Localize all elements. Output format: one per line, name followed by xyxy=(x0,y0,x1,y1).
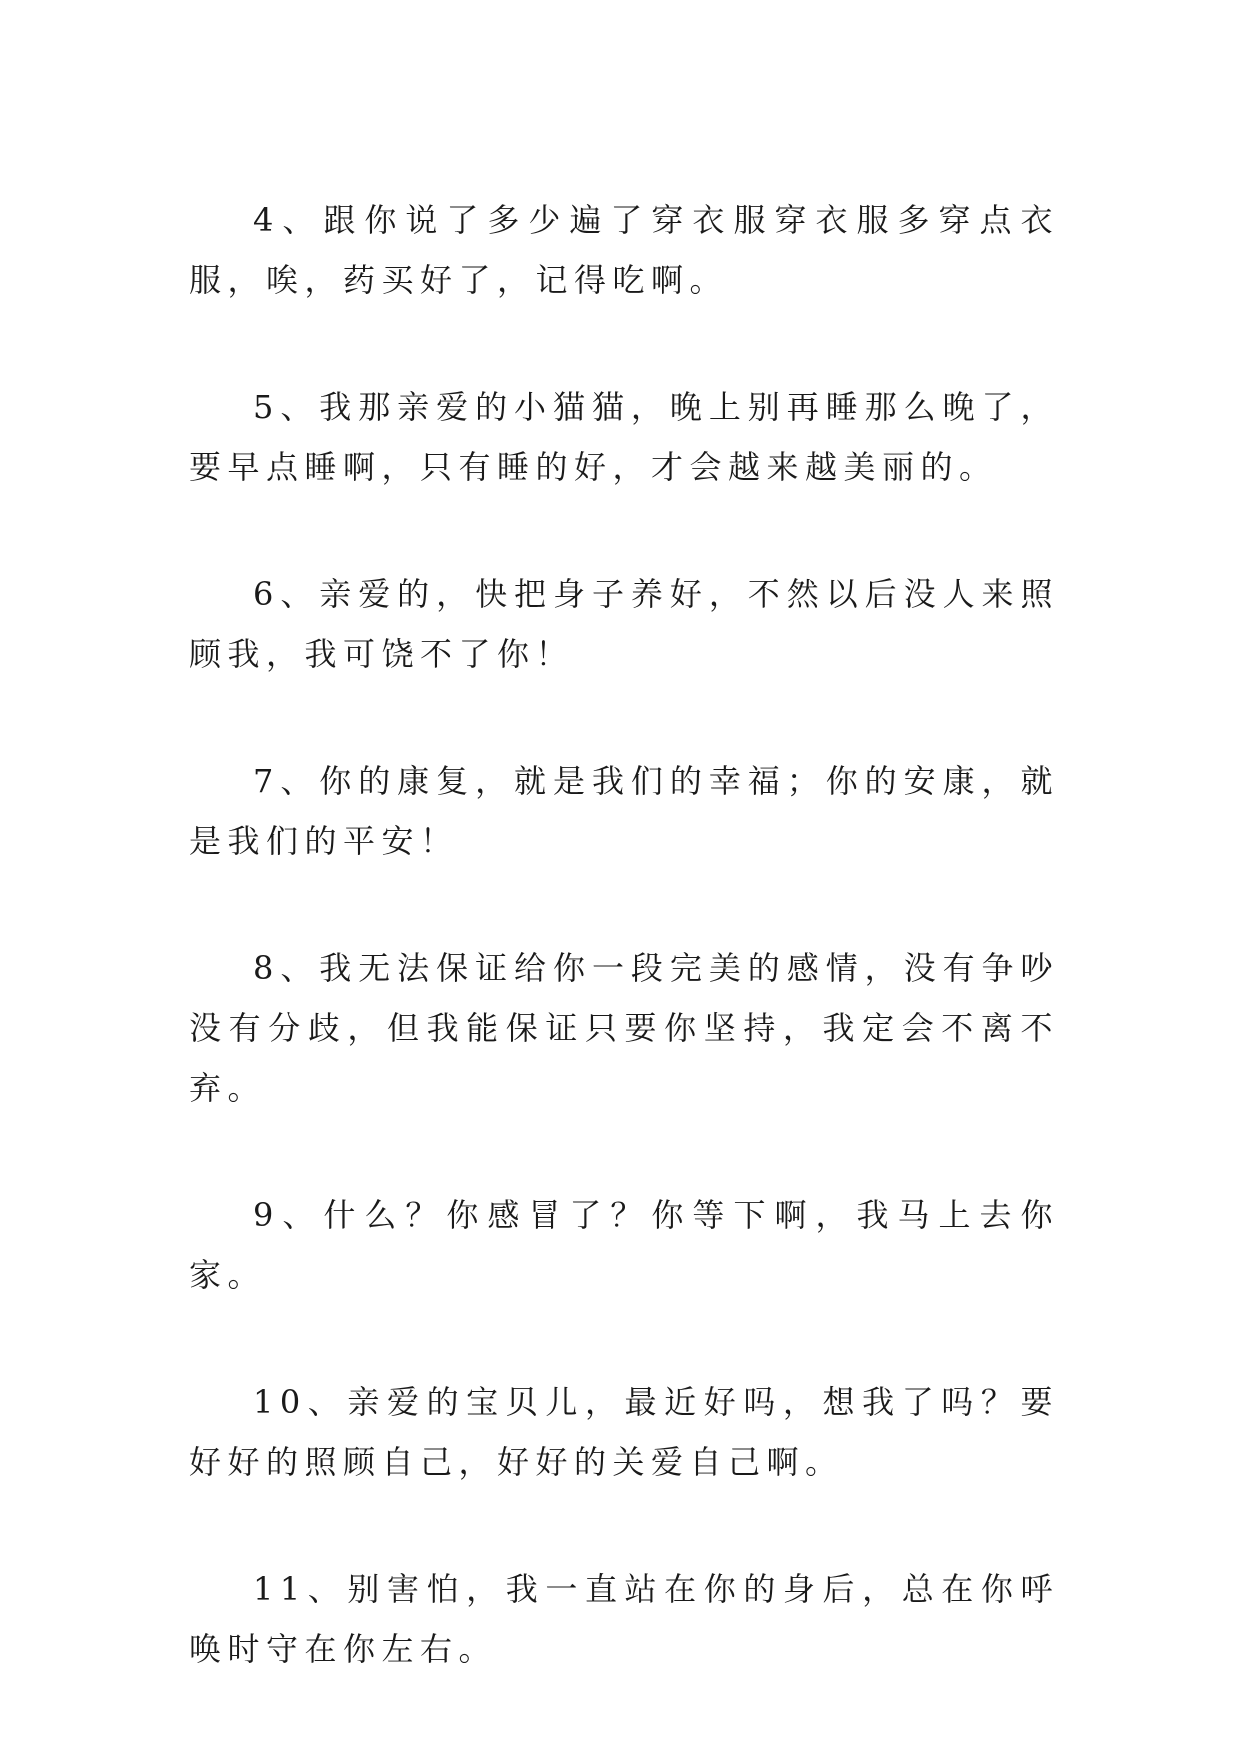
document-body xyxy=(189,190,1059,1746)
paragraph-8: 8、我无法保证给你一段完美的感情，没有争吵没有分歧，但我能保证只要你坚持，我定会不离不弃。 xyxy=(189,949,1059,1107)
paragraph-9: 9、什么？你感冒了？你等下啊，我马上去你家。 xyxy=(189,1196,1059,1294)
paragraph-5: 5、我那亲爱的小猫猫，晚上别再睡那么晚了，要早点睡啊，只有睡的好，才会越来越美丽的。 xyxy=(189,388,1059,486)
paragraph-4: 4、跟你说了多少遍了穿衣服穿衣服多穿点衣服，唉，药买好了，记得吃啊。 xyxy=(189,201,1059,299)
paragraph-11: 11、别害怕，我一直站在你的身后，总在你呼唤时守在你左右。 xyxy=(189,1570,1059,1668)
paragraph-7: 7、你的康复，就是我们的幸福；你的安康，就是我们的平安！ xyxy=(189,762,1059,860)
paragraph-10: 10、亲爱的宝贝儿，最近好吗，想我了吗？要好好的照顾自己，好好的关爱自己啊。 xyxy=(189,1383,1059,1481)
paragraph-6: 6、亲爱的，快把身子养好，不然以后没人来照顾我，我可饶不了你！ xyxy=(189,575,1059,673)
